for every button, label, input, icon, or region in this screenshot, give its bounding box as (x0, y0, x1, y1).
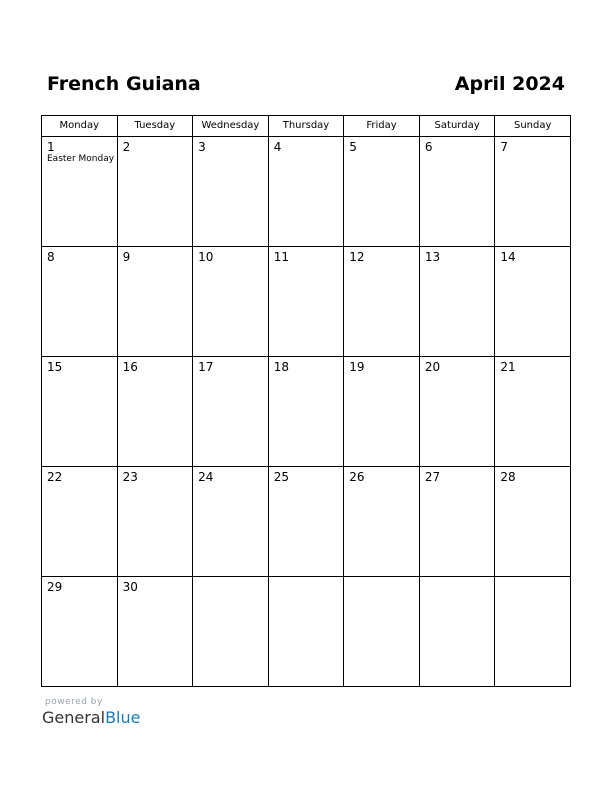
weekday-header-saturday: Saturday (419, 116, 495, 137)
logo-text-general: General (42, 708, 106, 727)
logo-text-blue: Blue (105, 708, 141, 727)
day-number: 13 (424, 250, 441, 264)
day-cell-empty (495, 577, 571, 687)
weekday-header-thursday: Thursday (268, 116, 344, 137)
day-number: 25 (273, 470, 289, 484)
generalblue-logo (42, 708, 140, 728)
day-cell (419, 247, 495, 357)
day-number: 10 (198, 250, 214, 264)
day-cell (42, 467, 118, 577)
day-cell (42, 577, 118, 687)
day-number (420, 577, 495, 580)
week-row (42, 577, 571, 687)
day-cell (268, 467, 344, 577)
day-number: 18 (273, 360, 289, 374)
day-cell (117, 247, 193, 357)
day-number: 1 (47, 140, 55, 154)
day-cell (495, 247, 571, 357)
day-cell-empty (344, 577, 420, 687)
day-number: 6 (424, 140, 433, 154)
day-number: 28 (500, 470, 516, 484)
day-cell (268, 357, 344, 467)
day-number: 24 (198, 470, 214, 484)
day-cell (495, 467, 571, 577)
day-number: 16 (122, 360, 138, 374)
day-number: 17 (198, 360, 214, 374)
day-cell-empty (419, 577, 495, 687)
day-cell (193, 357, 269, 467)
day-number: 2 (122, 140, 131, 154)
day-cell (42, 357, 118, 467)
day-cell (495, 357, 571, 467)
day-number: 7 (500, 140, 509, 154)
country-title: French Guiana (47, 73, 201, 95)
day-number: 29 (47, 580, 63, 594)
day-cell (419, 357, 495, 467)
day-number (193, 577, 268, 580)
powered-by-text: powered by (45, 697, 103, 707)
day-cell (268, 247, 344, 357)
day-number: 4 (273, 140, 282, 154)
week-row (42, 137, 571, 247)
day-cell (42, 137, 118, 247)
week-row (42, 467, 571, 577)
day-cell (193, 247, 269, 357)
weekday-header-tuesday: Tuesday (117, 116, 193, 137)
day-cell (42, 247, 118, 357)
day-cell (117, 137, 193, 247)
day-number: 22 (47, 470, 63, 484)
day-cell-empty (268, 577, 344, 687)
weekday-header-row (42, 116, 571, 137)
day-cell (117, 577, 193, 687)
day-number: 8 (47, 250, 55, 264)
day-cell (495, 137, 571, 247)
day-cell (193, 467, 269, 577)
day-number: 15 (47, 360, 63, 374)
day-cell (344, 357, 420, 467)
day-number: 21 (500, 360, 516, 374)
weekday-header-wednesday: Wednesday (193, 116, 269, 137)
day-number: 27 (424, 470, 441, 484)
week-row (42, 247, 571, 357)
day-number: 14 (500, 250, 516, 264)
day-number (344, 577, 419, 580)
day-cell (344, 247, 420, 357)
weekday-header-sunday: Sunday (495, 116, 571, 137)
footer-branding (42, 696, 140, 728)
day-number: 9 (122, 250, 131, 264)
weekday-header-friday: Friday (344, 116, 420, 137)
month-year-title: April 2024 (454, 73, 565, 95)
day-number: 23 (122, 470, 138, 484)
calendar-grid (41, 115, 571, 687)
day-number: 5 (349, 140, 357, 154)
day-cell (268, 137, 344, 247)
day-number (495, 577, 570, 580)
day-cell (419, 137, 495, 247)
day-cell (419, 467, 495, 577)
day-cell (344, 137, 420, 247)
week-row (42, 357, 571, 467)
holiday-label: Easter Monday (47, 154, 115, 164)
day-number: 20 (424, 360, 441, 374)
day-number: 12 (349, 250, 365, 264)
day-number: 30 (122, 580, 138, 594)
day-number: 26 (349, 470, 365, 484)
day-number: 3 (198, 140, 206, 154)
weekday-header-monday: Monday (42, 116, 118, 137)
day-cell (117, 357, 193, 467)
day-number: 19 (349, 360, 365, 374)
day-number: 11 (273, 250, 289, 264)
day-cell (193, 137, 269, 247)
day-cell (117, 467, 193, 577)
day-cell (344, 467, 420, 577)
day-number (269, 577, 344, 580)
day-cell-empty (193, 577, 269, 687)
